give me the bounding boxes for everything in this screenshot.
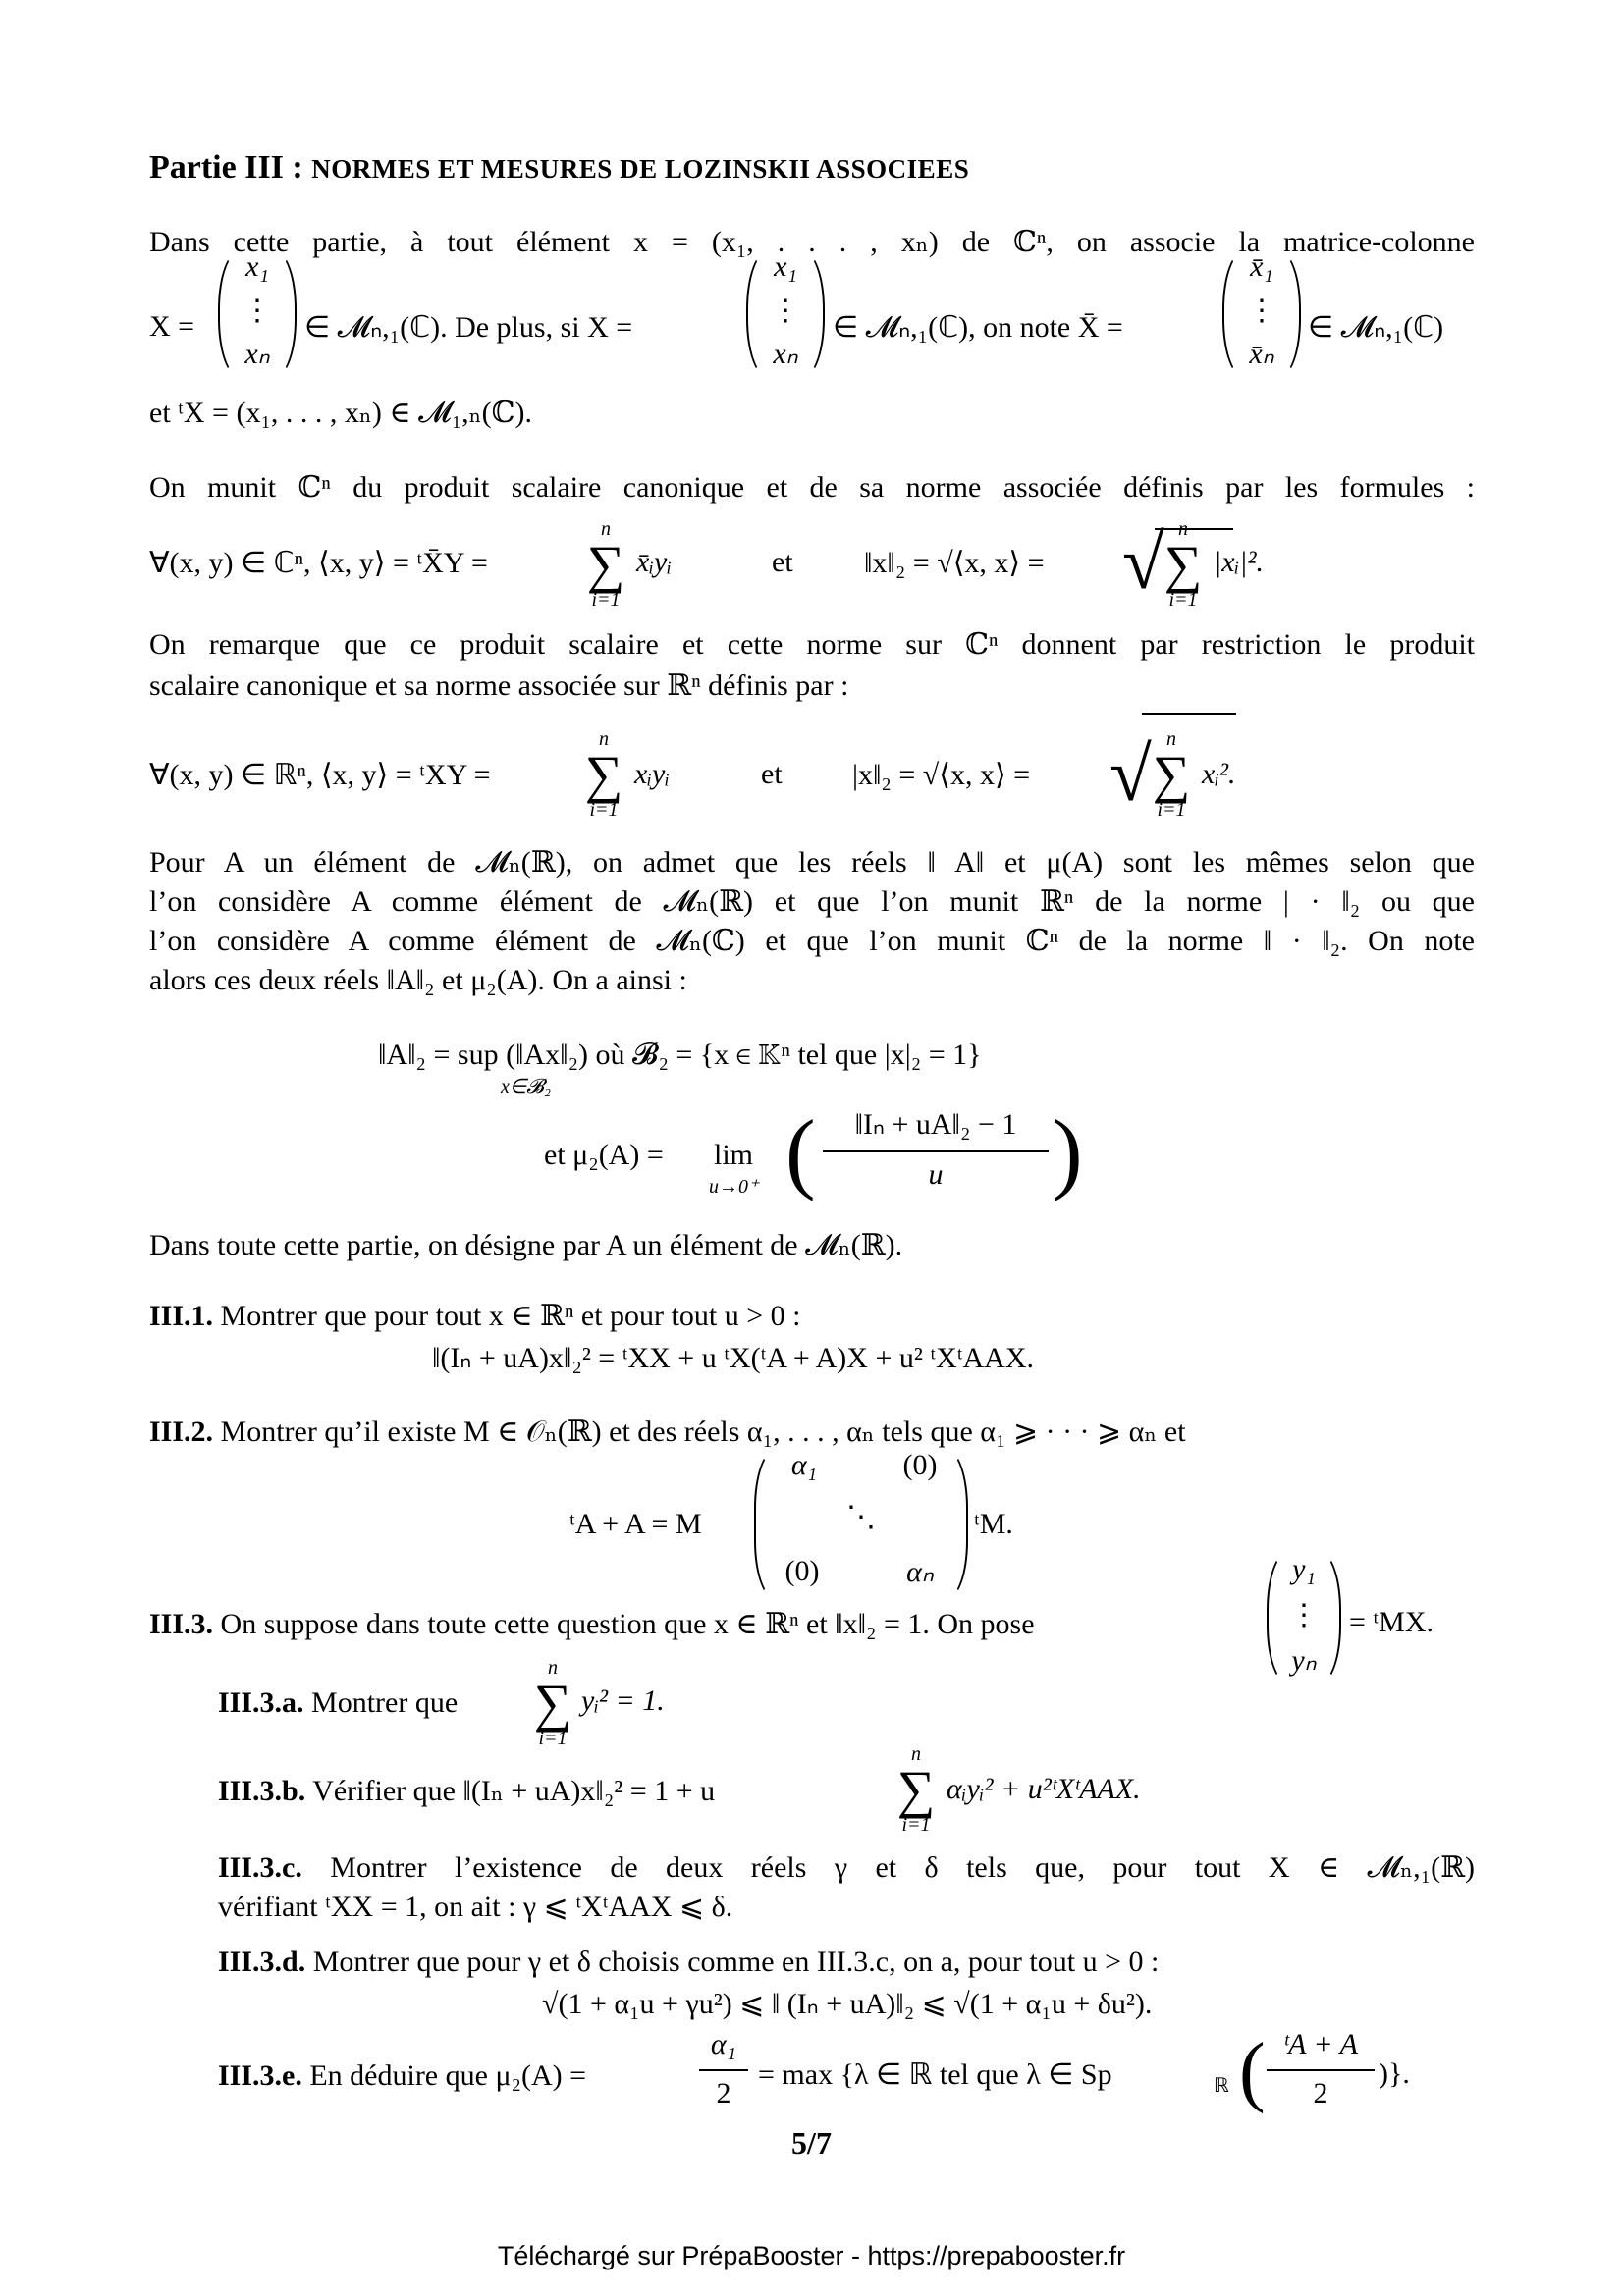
diagonal-matrix (754, 1449, 968, 1600)
left-paren (754, 1449, 778, 1600)
question-III-3-d (218, 1944, 1475, 1981)
right-paren: ) (1053, 1101, 1083, 1201)
sum-symbol: ∑ (584, 745, 623, 804)
sum-symbol: ∑ (1152, 745, 1191, 804)
intro-line-3: et ᵗX = (x₁, . . . , xₙ) ∈ 𝓜₁,ₙ(ℂ). (149, 397, 532, 429)
vec-entry: xₙ (773, 338, 798, 370)
sum-complex-inner (581, 518, 630, 611)
vector-x-2 (746, 250, 825, 378)
complex-inner-term: x̄ᵢyᵢ (636, 546, 673, 578)
question-III-3-c-line-2: vérifiant ᵗXX = 1, on ait : γ ⩽ ᵗXᵗAAX ⩽ δ. (218, 1891, 733, 1923)
sum-complex-norm (1159, 518, 1208, 611)
download-footer: Téléchargé sur PrépaBooster - https://prepabooster.fr (497, 2241, 1126, 2270)
question-III-3-e-mid: = max {λ ∈ ℝ tel que λ ∈ Sp (758, 2058, 1112, 2091)
matrix-entry: (0) (902, 1449, 938, 1481)
page-number: 5/7 (791, 2125, 832, 2161)
intro-text-b: ∈ 𝓜ₙ,₁(ℂ). De plus, si X = (304, 311, 633, 344)
sum-upper: n (599, 728, 609, 750)
question-III-3-c (218, 1849, 1475, 1887)
sum-symbol: ∑ (586, 535, 625, 594)
vec-entry: x₁ (245, 250, 269, 283)
sum-lower: i=1 (538, 1728, 568, 1749)
et-word: et (772, 546, 793, 578)
fraction-bar (699, 2069, 748, 2071)
question-III-3-a-formula: yᵢ² = 1. (581, 1684, 665, 1717)
vec-entry: xₙ (244, 338, 270, 370)
intro-text-c: ∈ 𝓜ₙ,₁(ℂ), on note X̄ = (833, 311, 1123, 344)
question-label: III.3.e. (218, 2059, 302, 2092)
vec-entry: ⋮ (1247, 294, 1276, 327)
left-paren: ( (785, 1101, 816, 1201)
question-text: Montrer qu’il existe M ∈ 𝒪ₙ(ℝ) et des réels α₁, . . . , αₙ tels que α₁ ⩾ · · · ⩾ αₙ et (220, 1415, 1186, 1448)
section-title (149, 149, 1475, 187)
sum-lower: i=1 (589, 799, 619, 821)
sum-lower: i=1 (1157, 799, 1186, 821)
question-III-1-formula: ‖(Iₙ + uA)x‖₂² = ᵗXX + u ᵗX(ᵗA + A)X + u² ᵗXᵗAAX. (432, 1342, 1035, 1374)
matrix-entry: (0) (784, 1555, 820, 1587)
question-text: Montrer que pour tout x ∈ ℝⁿ et pour tout u > 0 : (220, 1300, 801, 1332)
vec-entry: ⋮ (1289, 1599, 1319, 1631)
designation-line: Dans toute cette partie, on désigne par A un élément de 𝓜ₙ(ℝ). (149, 1229, 903, 1261)
sum-upper: n (601, 518, 611, 540)
norm-definition: ‖A‖₂ = sup (‖Ax‖₂) où 𝓑₂ = {x ∈ 𝕂ⁿ tel que |x|₂ = 1} (378, 1039, 982, 1071)
vec-entry: x̄₁ (1250, 250, 1273, 283)
question-label: III.3.a. (218, 1686, 304, 1719)
question-label: III.3.c. (218, 1851, 302, 1884)
question-text: Montrer l’existence de deux réels γ et δ tels que, pour tout X ∈ 𝓜ₙ,₁(ℝ) (330, 1851, 1476, 1884)
vector-x-1 (218, 250, 297, 378)
matrix-entry: ⋱ (846, 1501, 876, 1533)
real-inner-product-lhs: ∀(x, y) ∈ ℝⁿ, ⟨x, y⟩ = ᵗXY = (149, 759, 491, 791)
vec-entry: x̄ₙ (1249, 338, 1274, 370)
sum-real-inner (579, 728, 628, 821)
sum-upper: n (1178, 518, 1188, 540)
vec-entry: x₁ (774, 250, 797, 283)
real-inner-term: xᵢyᵢ (634, 758, 671, 790)
sup-subscript: x∈𝓑₂ (501, 1076, 551, 1097)
admission-line-3: l’on considère A comme élément de 𝓜ₙ(ℂ) et que l’on munit ℂⁿ de la norme ‖ · ‖₂. On note (149, 925, 1475, 957)
admission-line-4: alors ces deux réels ‖A‖₂ et μ₂(A). On a ainsi : (149, 964, 687, 996)
intro-line-1: Dans cette partie, à tout élément x = (x₁, . . . , xₙ) de ℂⁿ, on associe la matrice-colonne (149, 226, 1475, 258)
et-word: et (761, 758, 783, 790)
sum-upper: n (911, 1743, 921, 1765)
admission-line-1: Pour A un élément de 𝓜ₙ(ℝ), on admet que les réels ‖ A‖ et μ(A) sont les mêmes selon que (149, 846, 1475, 879)
question-III-2-rhs: ᵗM. (974, 1508, 1013, 1540)
question-III-2 (149, 1414, 1475, 1451)
mu-denominator: u (928, 1158, 944, 1191)
complex-def-intro: On munit ℂⁿ du produit scalaire canonique et de sa norme associée définis par les formules : (149, 471, 1475, 504)
fraction-bar (823, 1150, 1049, 1152)
sqrt-bar (1142, 713, 1236, 715)
sum-symbol: ∑ (1163, 535, 1203, 594)
right-paren (945, 1449, 968, 1600)
mu-definition-lhs: et μ₂(A) = (544, 1139, 664, 1171)
question-III-3-e (218, 2057, 586, 2095)
sum-III-3-b (892, 1743, 941, 1836)
question-label: III.1. (149, 1300, 214, 1332)
lim-operator: lim (714, 1139, 754, 1171)
matrix-entry: αₙ (906, 1556, 934, 1588)
matrix-entry: α₁ (790, 1449, 818, 1481)
vec-entry: ⋮ (771, 294, 800, 327)
real-norm-term: xᵢ². (1202, 758, 1236, 790)
vector-xbar (1222, 250, 1301, 378)
question-text: Vérifier que ‖(Iₙ + uA)x‖₂² = 1 + u (312, 1775, 716, 1807)
question-label: III.3.b. (218, 1775, 306, 1807)
fraction-numerator: α₁ (710, 2028, 737, 2060)
vec-entry: yₙ (1291, 1644, 1317, 1677)
sum-lower: i=1 (591, 589, 621, 611)
remark-line-2: scalaire canonique et sa norme associée sur ℝⁿ définis par : (149, 669, 849, 702)
left-paren: ( (1239, 2028, 1266, 2114)
question-III-3-a (218, 1684, 458, 1722)
vec-entry: ⋮ (243, 294, 272, 327)
question-III-3-end: = ᵗMX. (1349, 1606, 1434, 1638)
intro-x-eq: X = (149, 310, 195, 343)
inner-fraction-denominator: 2 (1313, 2077, 1328, 2109)
question-text: On suppose dans toute cette question que x ∈ ℝⁿ et ‖x‖₂ = 1. On pose (220, 1608, 1035, 1640)
fraction-bar (1267, 2069, 1375, 2071)
vec-entry: y₁ (1292, 1553, 1316, 1585)
question-III-3-b (218, 1773, 715, 1810)
question-text: En déduire que μ₂(A) = (309, 2059, 587, 2092)
vector-y (1267, 1551, 1341, 1684)
sum-symbol: ∑ (896, 1760, 936, 1819)
intro-text-d: ∈ 𝓜ₙ,₁(ℂ) (1308, 311, 1444, 344)
sum-lower: i=1 (1168, 589, 1198, 611)
fraction-denominator: 2 (716, 2077, 731, 2109)
part-title: NORMES ET MESURES DE LOZINSKII ASSOCIEES (311, 154, 970, 184)
question-III-3-d-formula: √(1 + α₁u + γu²) ⩽ ‖ (Iₙ + uA)‖₂ ⩽ √(1 + α₁u + δu²). (542, 1988, 1153, 2020)
question-text: Montrer que (311, 1686, 459, 1719)
question-label: III.3. (149, 1608, 214, 1640)
question-text: Montrer que pour γ et δ choisis comme en III.3.c, on a, pour tout u > 0 : (312, 1946, 1160, 1978)
inner-fraction-numerator: ᵗA + A (1283, 2028, 1358, 2060)
real-norm-lhs: |x‖₂ = √⟨x, x⟩ = (852, 759, 1031, 791)
question-III-3-e-end: )}. (1379, 2057, 1410, 2090)
sum-upper: n (1166, 728, 1176, 750)
sum-III-3-a (528, 1657, 577, 1749)
question-label: III.3.d. (218, 1946, 306, 1978)
question-III-2-lhs: ᵗA + A = M (569, 1508, 702, 1540)
sum-real-norm (1147, 728, 1196, 821)
sum-lower: i=1 (901, 1814, 931, 1836)
mu-numerator: ‖Iₙ + uA‖₂ − 1 (854, 1108, 1017, 1141)
complex-norm-lhs: ‖x‖₂ = √⟨x, x⟩ = (864, 547, 1045, 579)
admission-line-2: l’on considère A comme élément de 𝓜ₙ(ℝ) et que l’on munit ℝⁿ de la norme | · ‖₂ ou que (149, 885, 1475, 918)
question-III-3-b-formula: αᵢyᵢ² + u²ᵗXᵗAAX. (947, 1773, 1141, 1805)
complex-norm-term: |xᵢ|². (1214, 546, 1265, 578)
lim-subscript: u→0⁺ (709, 1176, 759, 1198)
complex-inner-product-lhs: ∀(x, y) ∈ ℂⁿ, ⟨x, y⟩ = ᵗX̄Y = (149, 547, 488, 579)
sqrt-symbol: √ (1122, 519, 1164, 605)
question-label: III.2. (149, 1415, 214, 1448)
sum-upper: n (548, 1657, 558, 1679)
sp-subscript: ℝ (1214, 2075, 1229, 2097)
remark-line-1: On remarque que ce produit scalaire et cette norme sur ℂⁿ donnent par restriction le produit (149, 628, 1475, 661)
part-label: Partie III : (149, 149, 303, 186)
question-III-1 (149, 1298, 1475, 1335)
sqrt-symbol: √ (1109, 731, 1152, 817)
sum-symbol: ∑ (533, 1674, 572, 1733)
